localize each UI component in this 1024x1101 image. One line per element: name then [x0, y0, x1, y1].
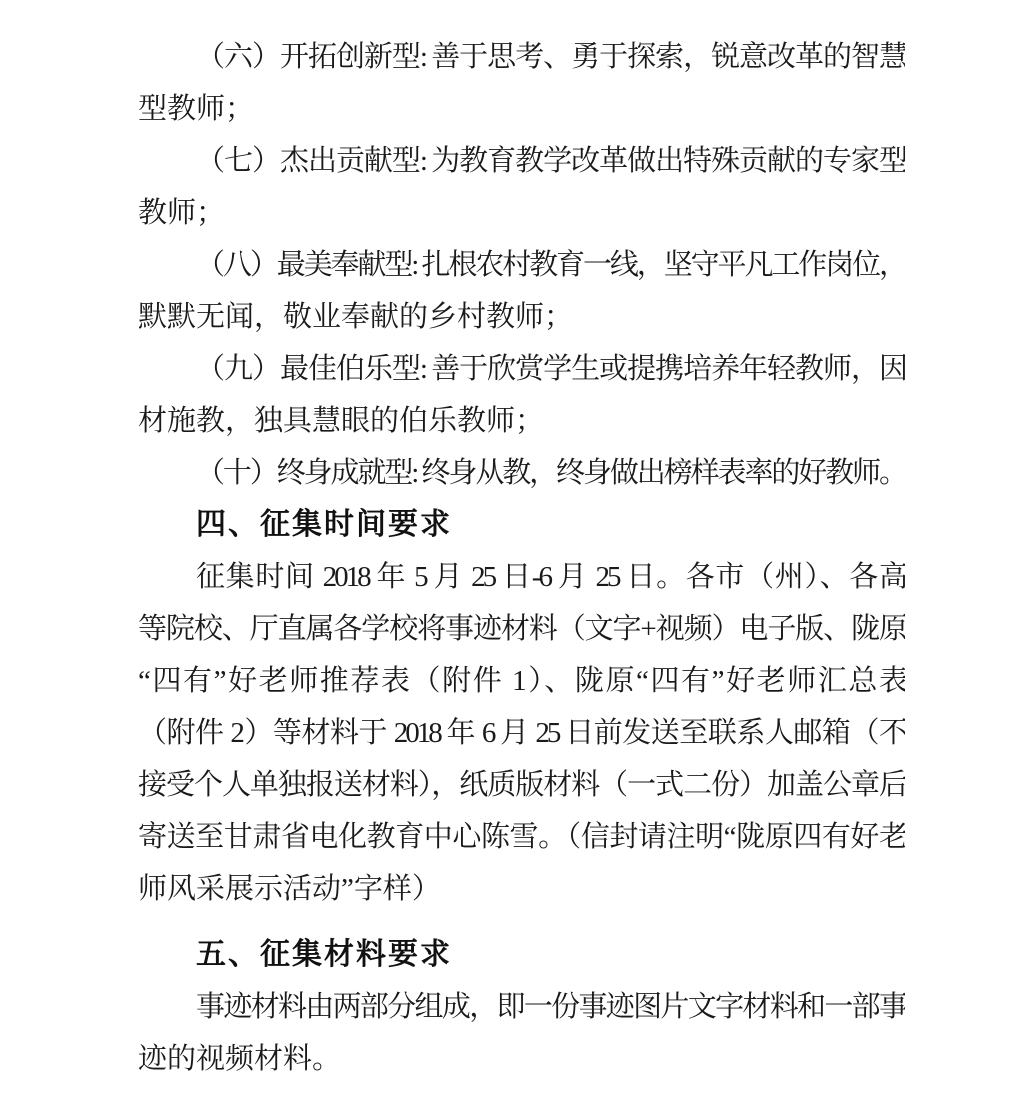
document-line: 征集时间 2018 年 5 月 25 日-6 月 25 日。各市（州）、各高: [196, 561, 905, 593]
document-line: （附件 2）等材料于 2018 年 6 月 25 日前发送至联系人邮箱（不: [138, 717, 905, 749]
document-line: 教师；: [138, 197, 226, 229]
document-line: 型教师；: [138, 93, 255, 125]
document-line: （六）开拓创新型: 善于思考、勇于探索，锐意改革的智慧: [196, 41, 905, 73]
document-line: 默默无闻，敬业奉献的乡村教师；: [138, 301, 574, 333]
document-content: [138, 31, 905, 1085]
document-line: 等院校、厅直属各学校将事迹材料（文字+视频）电子版、陇原: [138, 613, 905, 645]
document-line: 迹的视频材料。: [138, 1043, 342, 1075]
section-five-heading: 五、征集材料要求: [196, 938, 452, 971]
document-line: （九）最佳伯乐型: 善于欣赏学生或提携培养年轻教师，因: [196, 353, 905, 385]
document-line: （八）最美奉献型: 扎根农村教育一线，坚守平凡工作岗位，: [196, 249, 905, 281]
item-seven-paragraph: [138, 135, 905, 239]
document-line: 事迹材料由两部分组成，即一份事迹图片文字材料和一部事: [196, 991, 905, 1023]
section-four-body-paragraph: [138, 551, 905, 915]
document-line: 接受个人单独报送材料），纸质版材料（一式二份）加盖公章后: [138, 769, 905, 801]
item-six-paragraph: [138, 31, 905, 135]
item-eight-paragraph: [138, 239, 905, 343]
document-line: 寄送至甘肃省电化教育中心陈雪。（信封请注明“陇原四有好老: [138, 821, 905, 853]
document-line: （七）杰出贡献型: 为教育教学改革做出特殊贡献的专家型: [196, 145, 905, 177]
item-ten-paragraph: [138, 447, 905, 499]
document-line: “四有”好老师推荐表（附件 1）、陇原“四有”好老师汇总表: [138, 665, 905, 697]
section-four-heading: 四、征集时间要求: [196, 508, 452, 541]
document-line: 材施教，独具慧眼的伯乐教师；: [138, 405, 545, 437]
document-line: 师风采展示活动”字样）: [138, 873, 441, 905]
document-line: （十）终身成就型: 终身从教，终身做出榜样表率的好教师。: [196, 457, 905, 489]
item-nine-paragraph: [138, 343, 905, 447]
section-five-body-paragraph: [138, 981, 905, 1085]
